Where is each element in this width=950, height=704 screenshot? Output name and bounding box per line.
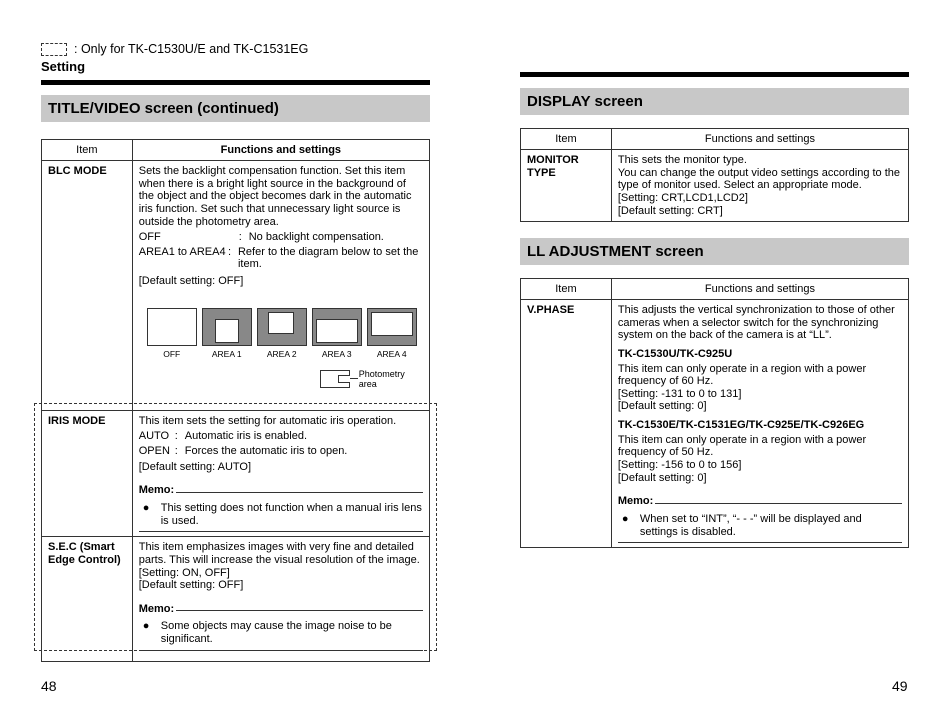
dashed-legend-icon [41, 43, 67, 56]
diagram-label-area3: AREA 3 [321, 348, 352, 359]
page-number-right: 49 [892, 678, 908, 694]
table-row-monitor-type [521, 150, 909, 222]
photometry-label: Photometry area [358, 368, 405, 389]
item-vphase: V.PHASE [521, 300, 612, 548]
iris-desc: This item sets the setting for automatic iris operation. [138, 414, 397, 427]
col-header-item: Item [521, 129, 612, 150]
iris-opt1-sep: : [174, 430, 178, 443]
iris-opt2-sep: : [174, 445, 178, 458]
photometry-diagram [139, 298, 423, 406]
vphase-sub1-setting: [Setting: -131 to 0 to 131] [617, 387, 742, 400]
diagram-area3-box [312, 308, 362, 346]
vphase-functions [611, 300, 908, 548]
left-section-title: TITLE/VIDEO screen (continued) [48, 100, 279, 117]
sec-memo-body [139, 611, 423, 650]
diagram-area1-box [202, 308, 252, 346]
monitor-line1: This sets the monitor type. [617, 154, 747, 166]
section-label: Setting [41, 59, 86, 74]
ll-section-title: LL ADJUSTMENT screen [527, 243, 704, 260]
table-row-sec [42, 537, 430, 662]
item-blc-mode: BLC MODE [42, 161, 133, 411]
blc-opt1-sep: : [238, 231, 242, 244]
right-top-rule [520, 72, 909, 77]
vphase-sub2-desc: This item can only operate in a region with a power frequency of 50 Hz. [617, 433, 867, 459]
left-settings-table [41, 139, 430, 662]
table-row-vphase [521, 300, 909, 548]
blc-option-off [139, 231, 423, 244]
sec-default: [Default setting: OFF] [138, 579, 244, 592]
blc-opt1-key: OFF [138, 231, 161, 244]
vphase-sub1-desc: This item can only operate in a region with a power frequency of 60 Hz. [617, 362, 867, 388]
photometry-legend-box [320, 370, 350, 388]
blc-default: [Default setting: OFF] [138, 275, 244, 288]
iris-opt1-val: Automatic iris is enabled. [184, 430, 308, 443]
diagram-off-box [147, 308, 197, 346]
display-section-header [520, 88, 909, 115]
sec-desc: This item emphasizes images with very fine and detailed parts. This will increase the visual resolution of the image. [138, 541, 420, 566]
monitor-default: [Default setting: CRT] [617, 204, 723, 217]
iris-option-auto [139, 430, 423, 443]
item-sec: S.E.C (Smart Edge Control) [42, 537, 133, 662]
monitor-line2: You can change the output video settings according to the type of monitor used. Select an appropriate mode. [617, 166, 901, 192]
vphase-sub1-heading: TK-C1530U/TK-C925U [617, 347, 733, 360]
blc-functions [132, 161, 429, 411]
ll-section-header [520, 238, 909, 265]
blc-option-area [139, 246, 423, 271]
diagram-area2-box [257, 308, 307, 346]
legend-text: : Only for TK-C1530U/E and TK-C1531EG [74, 42, 309, 56]
iris-opt2-key: OPEN [138, 445, 170, 458]
bullet-icon: ● [621, 512, 629, 525]
vphase-desc: This adjusts the vertical synchronization to those of other cameras when a selector switch for the synchronizing system on the back of the camera is at “LL”. [617, 304, 895, 342]
vphase-sub2-heading: TK-C1530E/TK-C1531EG/TK-C925E/TK-C926EG [617, 419, 865, 432]
blc-opt2-key: AREA1 to AREA4 [138, 245, 226, 258]
display-table [520, 128, 909, 222]
col-header-item: Item [521, 279, 612, 300]
table-header-row [42, 140, 430, 161]
diagram-label-area4: AREA 4 [376, 348, 407, 359]
table-row-blc [42, 161, 430, 411]
col-header-functions: Functions and settings [132, 140, 429, 161]
diagram-label-area1: AREA 1 [211, 348, 242, 359]
sec-functions [132, 537, 429, 662]
table-header-row [521, 129, 909, 150]
vphase-memo-title: Memo: [618, 490, 902, 504]
sec-memo-text: Some objects may cause the image noise to be significant. [160, 620, 392, 646]
blc-opt2-sep: : [227, 245, 232, 258]
monitor-type-functions [611, 150, 908, 222]
vphase-sub2-default: [Default setting: 0] [617, 471, 707, 484]
ll-table [520, 278, 909, 548]
iris-default: [Default setting: AUTO] [138, 460, 252, 473]
left-section-header [41, 95, 430, 122]
page-number-left: 48 [41, 678, 57, 694]
diagram-label-off: OFF [163, 348, 181, 359]
left-top-rule [41, 80, 430, 85]
table-header-row [521, 279, 909, 300]
item-monitor-type: MONITOR TYPE [521, 150, 612, 222]
iris-memo-title: Memo: [139, 479, 423, 493]
blc-desc: Sets the backlight compensation function. Set this item when there is a bright light source in the background of the object and the object becomes dark in the automatic iris function. Set such that unnecessary light source is outside the photometry area. [138, 165, 412, 228]
table-row-iris [42, 410, 430, 536]
bullet-icon: ● [142, 501, 150, 514]
col-header-item: Item [42, 140, 133, 161]
diagram-area4-box [367, 308, 417, 346]
diagram-label-area2: AREA 2 [266, 348, 297, 359]
blc-opt2-val: Refer to the diagram below to set the item. [237, 245, 419, 271]
iris-option-open [139, 445, 423, 458]
iris-functions [132, 410, 429, 536]
vphase-sub2-setting: [Setting: -156 to 0 to 156] [617, 459, 742, 472]
sec-memo-title: Memo: [139, 598, 423, 612]
vphase-memo-text: When set to “INT”, “- - -” will be displayed and settings is disabled. [639, 512, 862, 538]
bullet-icon: ● [142, 620, 150, 633]
iris-memo-text: This setting does not function when a manual iris lens is used. [160, 501, 422, 527]
iris-memo-body [139, 493, 423, 532]
vphase-sub1-default: [Default setting: 0] [617, 400, 707, 413]
col-header-functions: Functions and settings [611, 279, 908, 300]
vphase-memo-body [618, 504, 902, 543]
item-iris-mode: IRIS MODE [42, 410, 133, 536]
display-section-title: DISPLAY screen [527, 93, 643, 110]
blc-opt1-val: No backlight compensation. [248, 231, 384, 244]
sec-setting: [Setting: ON, OFF] [138, 566, 230, 579]
col-header-functions: Functions and settings [611, 129, 908, 150]
monitor-setting: [Setting: CRT,LCD1,LCD2] [617, 191, 748, 204]
iris-opt2-val: Forces the automatic iris to open. [184, 445, 348, 458]
photometry-leader-line [350, 378, 358, 379]
iris-opt1-key: AUTO [138, 430, 170, 443]
